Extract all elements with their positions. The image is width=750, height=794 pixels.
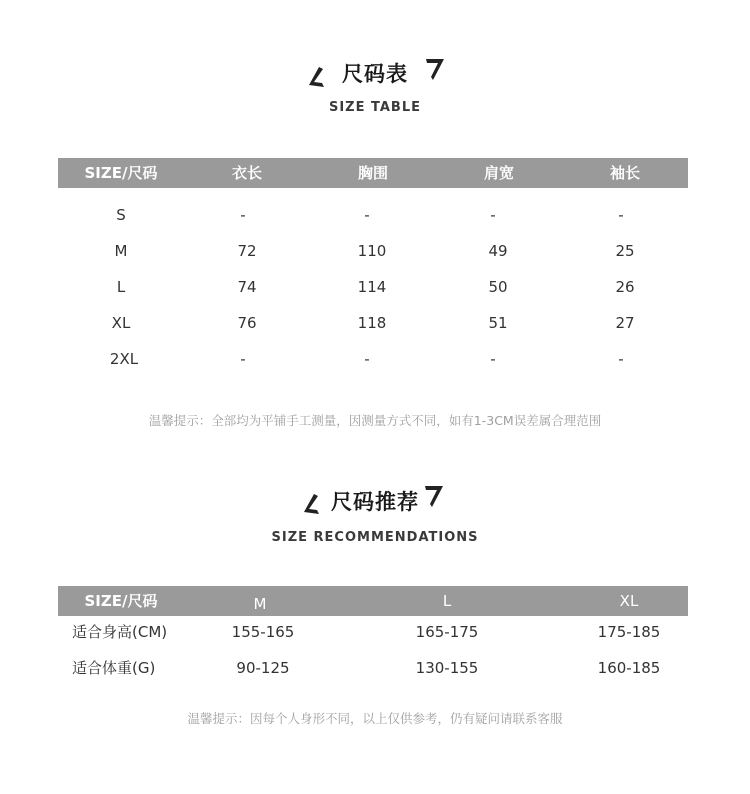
left-bracket-mark-icon xyxy=(299,491,325,517)
cell-shoulder: 50 xyxy=(488,278,508,296)
size-table-title-cn: 尺码表 xyxy=(342,62,408,86)
cell-sleeve: 25 xyxy=(615,242,635,260)
left-bracket-mark-icon xyxy=(304,64,330,90)
cell-size: XL xyxy=(111,314,131,332)
cell-length: - xyxy=(240,206,246,224)
cell-sleeve: - xyxy=(618,206,624,224)
cell-l: 165-175 xyxy=(415,623,479,641)
cell-size: L xyxy=(116,278,126,296)
header-size-m: M xyxy=(253,595,267,613)
cell-length: 76 xyxy=(237,314,257,332)
table-row xyxy=(58,311,688,335)
header-size-l: L xyxy=(442,592,452,610)
header-sleeve: 袖长 xyxy=(609,164,640,182)
header-chest: 胸围 xyxy=(357,164,388,182)
size-recommend-note: 温馨提示：因每个人身形不同，以上仅供参考，仍有疑问请联系客服 xyxy=(187,711,563,726)
size-recommend-title-wrap xyxy=(331,486,419,516)
cell-chest: - xyxy=(364,350,370,368)
cell-sleeve: 27 xyxy=(615,314,635,332)
cell-m: 155-165 xyxy=(231,623,295,641)
size-table-header xyxy=(58,158,688,188)
cell-length: 72 xyxy=(237,242,257,260)
header-length: 衣长 xyxy=(231,164,262,182)
cell-length: - xyxy=(240,350,246,368)
size-recommend-title-cn: 尺码推荐 xyxy=(331,490,419,514)
table-row xyxy=(58,656,688,680)
cell-m: 90-125 xyxy=(236,659,290,677)
cell-metric: 适合体重(G) xyxy=(72,659,156,677)
size-recommend-heading xyxy=(0,486,750,545)
table-row xyxy=(58,275,688,299)
cell-chest: - xyxy=(364,206,370,224)
size-recommend-header xyxy=(58,586,688,616)
header-shoulder: 肩宽 xyxy=(483,164,514,182)
header-size: SIZE/尺码 xyxy=(84,164,158,182)
size-recommend-title-en: SIZE RECOMMENDATIONS xyxy=(271,530,479,545)
cell-chest: 110 xyxy=(357,242,387,260)
size-table-heading xyxy=(0,58,750,115)
size-table-note: 温馨提示：全部均为平铺手工测量，因测量方式不同，如有1-3CM误差属合理范围 xyxy=(148,413,602,428)
table-row xyxy=(58,620,688,644)
header-size: SIZE/尺码 xyxy=(84,592,158,610)
cell-size: S xyxy=(116,206,126,224)
table-row xyxy=(58,239,688,263)
cell-shoulder: - xyxy=(490,206,496,224)
cell-size: M xyxy=(114,242,128,260)
cell-sleeve: - xyxy=(618,350,624,368)
cell-sleeve: 26 xyxy=(615,278,635,296)
cell-size: 2XL xyxy=(109,350,139,368)
cell-shoulder: 49 xyxy=(488,242,508,260)
cell-metric: 适合身高(CM) xyxy=(72,623,168,641)
table-row xyxy=(58,203,688,227)
cell-chest: 114 xyxy=(357,278,387,296)
cell-l: 130-155 xyxy=(415,659,479,677)
size-table-title-en: SIZE TABLE xyxy=(328,100,422,115)
cell-xl: 175-185 xyxy=(597,623,661,641)
right-bracket-mark-icon xyxy=(421,483,447,509)
header-size-xl: XL xyxy=(619,592,639,610)
size-table-title-wrap xyxy=(342,58,408,88)
cell-shoulder: - xyxy=(490,350,496,368)
cell-xl: 160-185 xyxy=(597,659,661,677)
cell-chest: 118 xyxy=(357,314,387,332)
table-row xyxy=(58,347,688,371)
cell-length: 74 xyxy=(237,278,257,296)
cell-shoulder: 51 xyxy=(488,314,508,332)
right-bracket-mark-icon xyxy=(422,56,448,82)
